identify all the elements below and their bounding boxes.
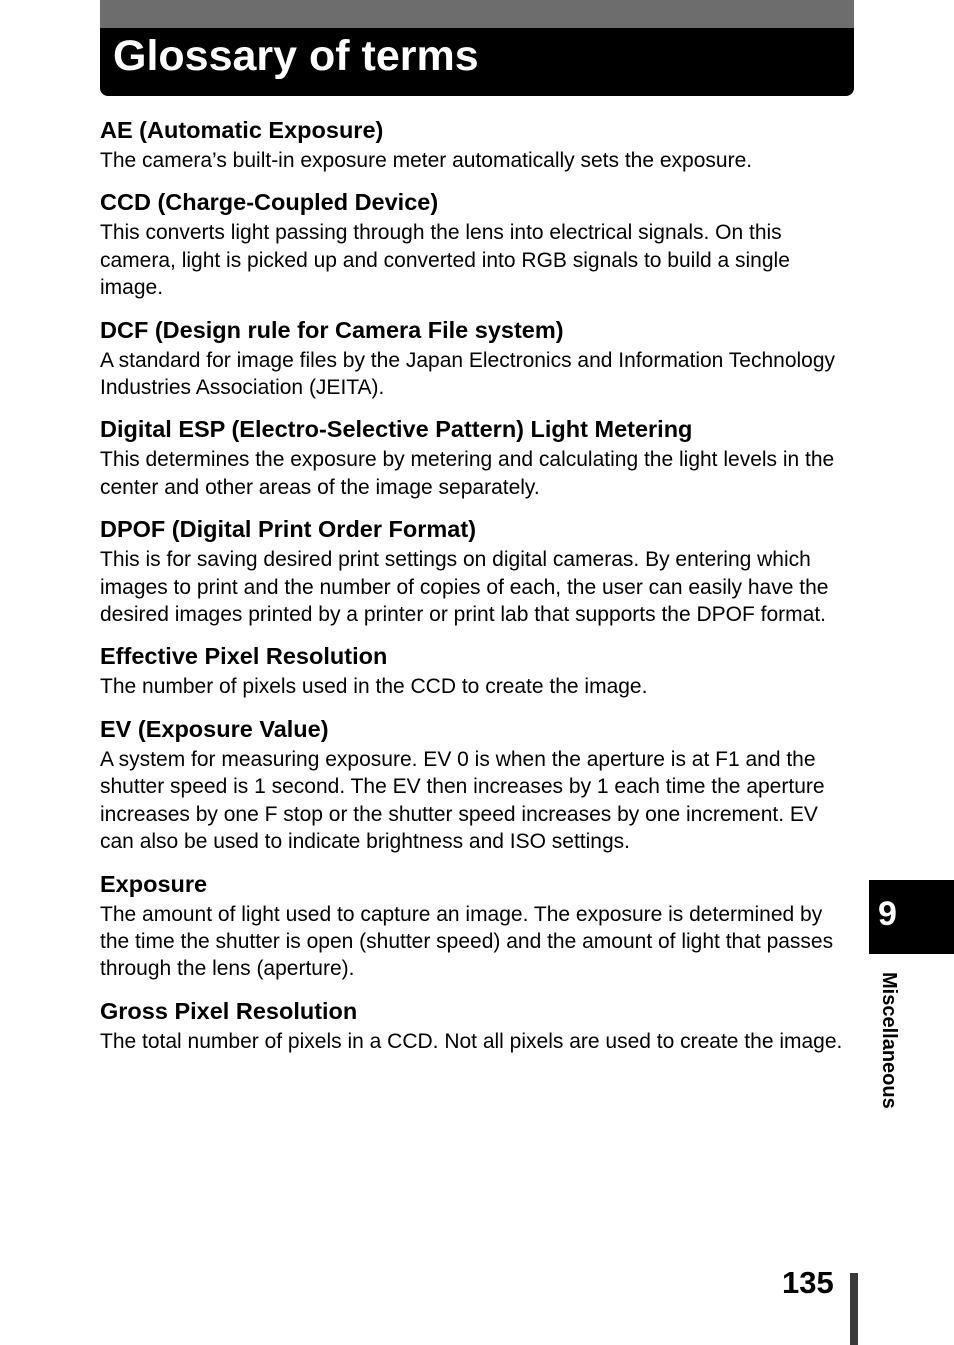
glossary-term: Effective Pixel Resolution bbox=[100, 643, 388, 670]
title-bar-top-strip bbox=[100, 0, 854, 28]
title-bar bbox=[100, 0, 854, 96]
glossary-definition: A system for measuring exposure. EV 0 is when the aperture is at F1 and the shutter speed is 1 second. The EV then increases by 1 each time the aperture increases by one F stop or the shutter speed increases by one increment. EV can also be used to indicate brightness and ISO settings. bbox=[100, 747, 825, 854]
glossary-entry bbox=[100, 641, 852, 700]
page-number-bar bbox=[850, 1273, 858, 1345]
glossary-definition: The total number of pixels in a CCD. Not all pixels are used to create the image. bbox=[100, 1029, 843, 1053]
glossary-definition: The number of pixels used in the CCD to create the image. bbox=[100, 675, 648, 699]
glossary-entry bbox=[100, 996, 852, 1055]
glossary-term: CCD (Charge-Coupled Device) bbox=[100, 189, 439, 216]
glossary-definition: The camera’s built-in exposure meter automatically sets the exposure. bbox=[100, 149, 753, 172]
glossary-term: AE (Automatic Exposure) bbox=[100, 117, 384, 143]
glossary-term: Gross Pixel Resolution bbox=[100, 997, 358, 1024]
page-title: Glossary of terms bbox=[113, 32, 479, 80]
glossary-term: DPOF (Digital Print Order Format) bbox=[100, 516, 477, 543]
section-label: Miscellaneous bbox=[878, 972, 900, 1109]
glossary-definition: The amount of light used to capture an image. The exposure is determined by the time the shutter is open (shutter speed) and the amount of light that passes through the lens (aperture). bbox=[100, 902, 834, 981]
glossary-list bbox=[100, 115, 852, 1068]
glossary-entry bbox=[100, 115, 852, 174]
glossary-term: Exposure bbox=[100, 870, 208, 897]
glossary-entry bbox=[100, 315, 852, 402]
page-number: 135 bbox=[782, 1265, 834, 1300]
glossary-definition: This determines the exposure by metering and calculating the light levels in the center and other areas of the image separately. bbox=[100, 448, 835, 499]
glossary-definition: This converts light passing through the lens into electrical signals. On this camera, light is picked up and converted into RGB signals to build a single image. bbox=[100, 221, 790, 300]
glossary-entry bbox=[100, 414, 852, 501]
chapter-number: 9 bbox=[878, 895, 897, 933]
glossary-entry bbox=[100, 869, 852, 983]
chapter-tab bbox=[869, 880, 954, 954]
glossary-term: EV (Exposure Value) bbox=[100, 715, 329, 742]
glossary-term: Digital ESP (Electro-Selective Pattern) Light Metering bbox=[100, 416, 693, 443]
glossary-entry bbox=[100, 187, 852, 301]
glossary-definition: A standard for image files by the Japan Electronics and Information Technology Industries Association (JEITA). bbox=[100, 348, 836, 400]
glossary-term: DCF (Design rule for Camera File system) bbox=[100, 316, 564, 343]
glossary-entry bbox=[100, 514, 852, 628]
glossary-definition: This is for saving desired print settings on digital cameras. By entering which images to print and the number of copies of each, the user can easily have the desired images printed by a printer or print lab that supports the DPOF format. bbox=[100, 548, 829, 627]
glossary-entry bbox=[100, 714, 852, 856]
